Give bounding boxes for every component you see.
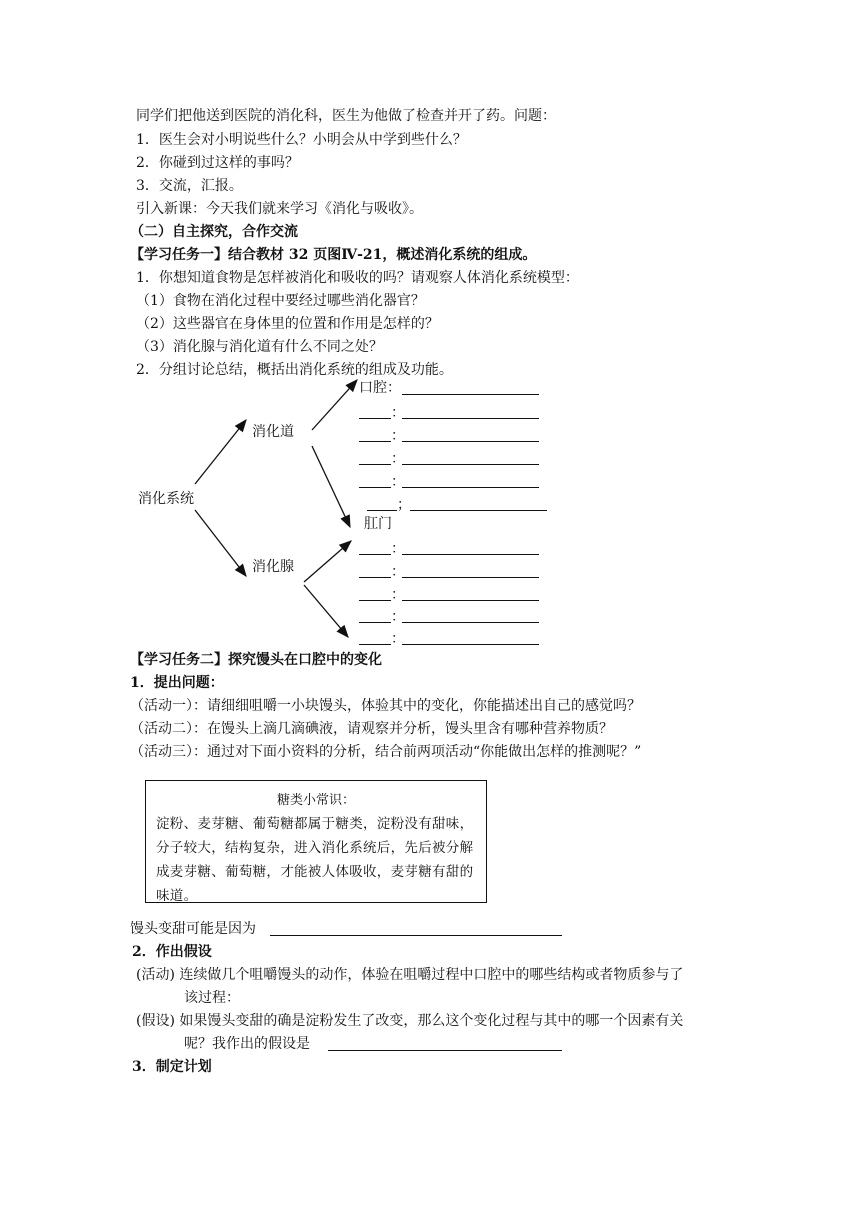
answer-blank[interactable]: [402, 425, 539, 445]
task1-question-2: 2．分组讨论总结，概括出消化系统的组成及功能。: [136, 362, 453, 378]
organ-blank[interactable]: ：: [359, 402, 391, 422]
node-digestive-glands: 消化腺: [252, 559, 294, 575]
answer-blank[interactable]: [402, 538, 539, 558]
question-1: 1．医生会对小明说些什么？小明会从中学到些什么？: [136, 132, 467, 148]
arrow-glands-down: [304, 585, 348, 637]
box-text: 淀粉、麦芽糖、葡萄糖都属于糖类，淀粉没有甜味，分子较大，结构复杂，进入消化系统后，先后被分解成麦芽糖、葡萄糖，才能被人体吸收，麦芽糖有甜的味道。: [156, 816, 474, 904]
answer-blank-mouth[interactable]: [402, 378, 539, 398]
step1-heading: 1．提出问题：: [130, 675, 224, 691]
arrow-glands-up: [304, 541, 351, 582]
new-lesson-intro: 引入新课：今天我们就来学习《消化与吸收》。: [136, 201, 423, 217]
question-2: 2．你碰到过这样的事吗？: [136, 155, 299, 171]
arrow-tract-down: [312, 446, 350, 527]
task1-question-1a: （1）食物在消化过程中要经过哪些消化器官？: [136, 293, 425, 309]
activity-2: （活动二）：在馒头上滴几滴碘液，请观察并分析，馒头里含有哪种营养物质？: [130, 721, 613, 737]
sweet-reason-blank[interactable]: [270, 919, 562, 939]
answer-blank[interactable]: [402, 628, 539, 648]
task1-question-1: 1．你想知道食物是怎样被消化和吸收的吗？请观察人体消化系统模型：: [136, 270, 579, 286]
organ-blank[interactable]: ；: [367, 494, 397, 514]
node-digestive-tract: 消化道: [252, 424, 294, 440]
arrow-tract-up: [312, 380, 357, 430]
intro-text: 同学们把他送到医院的消化科，医生为他做了检查并开了药。问题：: [136, 108, 556, 124]
activity-1: （活动一）：请细细咀嚼一小块馒头，体验其中的变化，你能描述出自己的感觉吗？: [130, 698, 641, 714]
label-mouth: 口腔：: [359, 380, 401, 396]
task2-heading: 【学习任务二】探究馒头在口腔中的变化: [130, 652, 382, 668]
question-3: 3．交流，汇报。: [136, 178, 243, 194]
organ-blank[interactable]: ：: [359, 425, 391, 445]
answer-blank[interactable]: [410, 494, 547, 514]
arrow-root-to-tract: [195, 420, 246, 484]
arrow-root-to-glands: [195, 510, 246, 576]
answer-blank[interactable]: [402, 561, 539, 581]
hypothesis-text-cont: 呢？我作出的假设是: [184, 1036, 310, 1052]
activity-3: （活动三）：通过对下面小资料的分析，结合前两项活动“你能做出怎样的推测呢？”: [130, 744, 642, 760]
hypothesis-text: (假设) 如果馒头变甜的确是淀粉发生了改变，那么这个变化过程与其中的哪一个因素有关: [136, 1013, 684, 1029]
sweet-reason-label: 馒头变甜可能是因为: [130, 921, 256, 937]
answer-blank[interactable]: [402, 584, 539, 604]
answer-blank[interactable]: [402, 606, 539, 626]
step3-heading: 3．制定计划: [132, 1059, 212, 1075]
activity-text: (活动) 连续做几个咀嚼馒头的动作，体验在咀嚼过程中口腔中的哪些结构或者物质参与了: [136, 967, 684, 983]
box-title: 糖类小常识：: [276, 793, 355, 808]
task1-question-1b: （2）这些器官在身体里的位置和作用是怎样的？: [136, 316, 439, 332]
gland-blank[interactable]: ：: [359, 584, 391, 604]
gland-blank[interactable]: ：: [359, 538, 391, 558]
activity-text-cont: 该过程：: [184, 990, 240, 1006]
organ-blank[interactable]: ：: [359, 471, 391, 491]
hypothesis-blank[interactable]: [328, 1034, 562, 1054]
gland-blank[interactable]: ：: [359, 628, 391, 648]
label-anus: 肛门: [364, 516, 392, 532]
task1-question-1c: （3）消化腺与消化道有什么不同之处？: [136, 339, 383, 355]
task1-heading: 【学习任务一】结合教材 32 页图Ⅳ-21，概述消化系统的组成。: [130, 247, 537, 263]
answer-blank[interactable]: [402, 402, 539, 422]
gland-blank[interactable]: ：: [359, 606, 391, 626]
organ-blank[interactable]: ：: [359, 448, 391, 468]
answer-blank[interactable]: [402, 448, 539, 468]
sugar-knowledge-box: [145, 780, 487, 903]
section-heading: （二）自主探究，合作交流: [130, 224, 298, 240]
node-digestive-system: 消化系统: [138, 491, 194, 507]
gland-blank[interactable]: ：: [359, 561, 391, 581]
answer-blank[interactable]: [402, 471, 539, 491]
step2-heading: 2．作出假设: [132, 944, 212, 960]
